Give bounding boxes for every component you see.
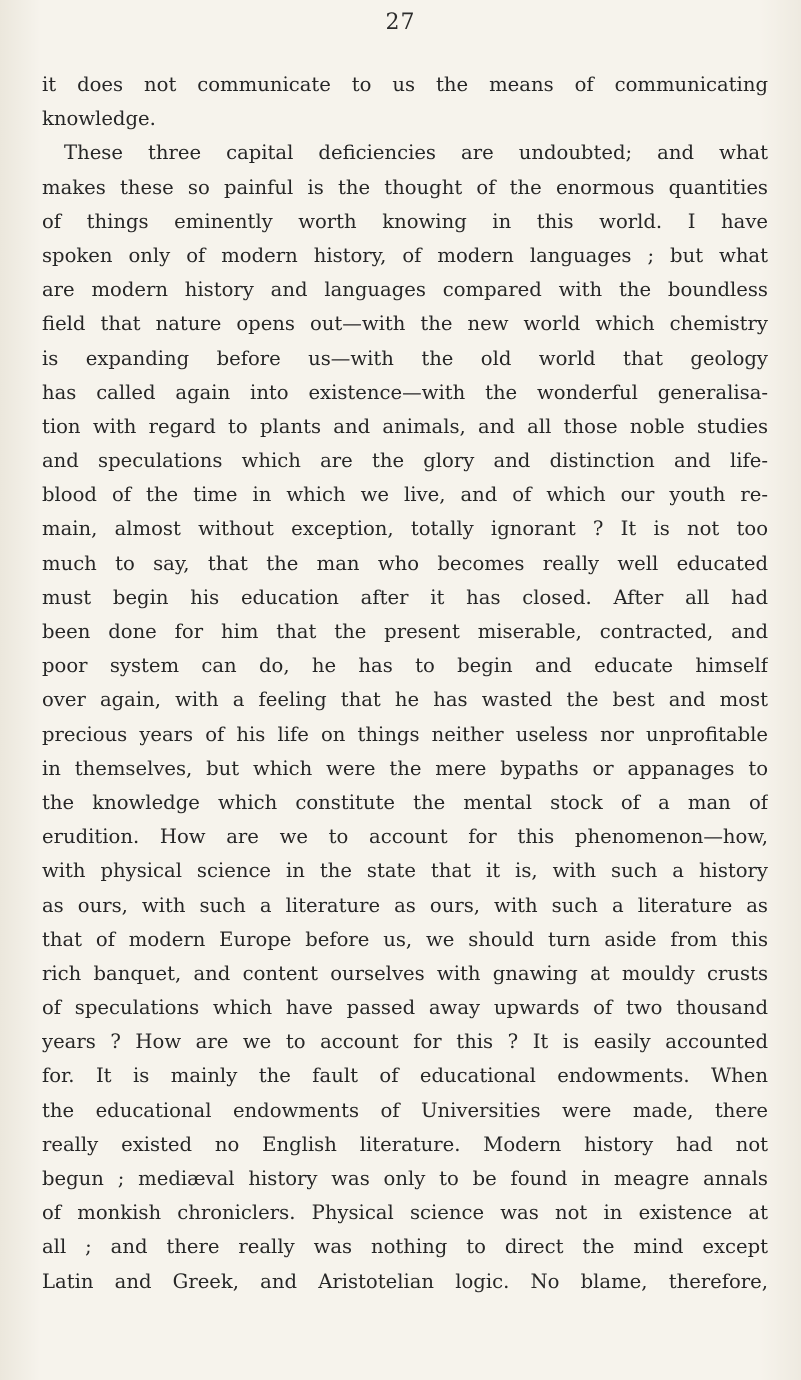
text-line: tion with regard to plants and animals, and all those noble studies — [42, 414, 768, 438]
text-line: must begin his education after it has closed. After all had — [42, 585, 768, 609]
text-line: with physical science in the state that it is, with such a history — [42, 859, 768, 883]
text-line: Latin and Greek, and Aristotelian logic. No blame, therefore, — [42, 1269, 768, 1293]
text-line: begun ; mediæval history was only to be found in meagre annals — [42, 1167, 768, 1190]
text-line: really existed no English literature. Modern history had not — [42, 1132, 768, 1156]
text-line: all ; and there really was nothing to direct the mind except — [42, 1235, 768, 1259]
text-line: of things eminently worth knowing in this world. I have — [42, 209, 768, 233]
page-number: 27 — [385, 10, 416, 35]
text-line: makes these so painful is the thought of the enormous quantities — [42, 175, 768, 199]
text-line: that of modern Europe before us, we should turn aside from this — [42, 927, 768, 951]
text-line: as ours, with such a literature as ours, with such a literature as — [42, 893, 768, 917]
text-line: the knowledge which constitute the mental stock of a man of — [42, 790, 768, 814]
text-line: main, almost without exception, totally ignorant ? It is not too — [42, 517, 768, 541]
text-line: erudition. How are we to account for this phenomenon—how, — [42, 825, 768, 849]
text-line: precious years of his life on things neither useless nor unprofitable — [42, 722, 768, 746]
text-line: spoken only of modern history, of modern languages ; but what — [42, 243, 768, 267]
text-line: been done for him that the present miserable, contracted, and — [42, 620, 768, 643]
text-line: poor system can do, he has to begin and educate himself — [42, 654, 768, 678]
text-line: rich banquet, and content ourselves with gnawing at mouldy crusts — [42, 961, 768, 985]
text-line: it does not communicate to us the means of communicating — [42, 73, 768, 96]
text-line: over again, with a feeling that he has wasted the best and most — [42, 688, 768, 712]
text-line: and speculations which are the glory and distinction and life- — [42, 449, 768, 473]
text-line: for. It is mainly the fault of educational endowments. When — [42, 1064, 768, 1088]
text-line: field that nature opens out—with the new world which chemistry — [42, 312, 768, 336]
text-line: has called again into existence—with the wonderful generalisa- — [42, 380, 768, 404]
text-line: knowledge. — [42, 107, 156, 131]
text-line: in themselves, but which were the mere bypaths or appanages to — [42, 756, 768, 780]
text-line: blood of the time in which we live, and of which our youth re- — [42, 483, 768, 507]
text-line: years ? How are we to account for this ? It is easily accounted — [42, 1030, 768, 1054]
body-text — [42, 68, 768, 1299]
text-line: much to say, that the man who becomes really well educated — [42, 551, 768, 575]
text-line: is expanding before us—with the old world that geology — [42, 346, 768, 370]
text-line: of monkish chroniclers. Physical science was not in existence at — [42, 1201, 768, 1225]
text-line: These three capital deficiencies are undoubted; and what — [64, 141, 768, 165]
text-line: the educational endowments of Universities were made, there — [42, 1098, 768, 1122]
text-line: are modern history and languages compared with the boundless — [42, 278, 768, 302]
text-line: of speculations which have passed away upwards of two thousand — [42, 996, 768, 1020]
